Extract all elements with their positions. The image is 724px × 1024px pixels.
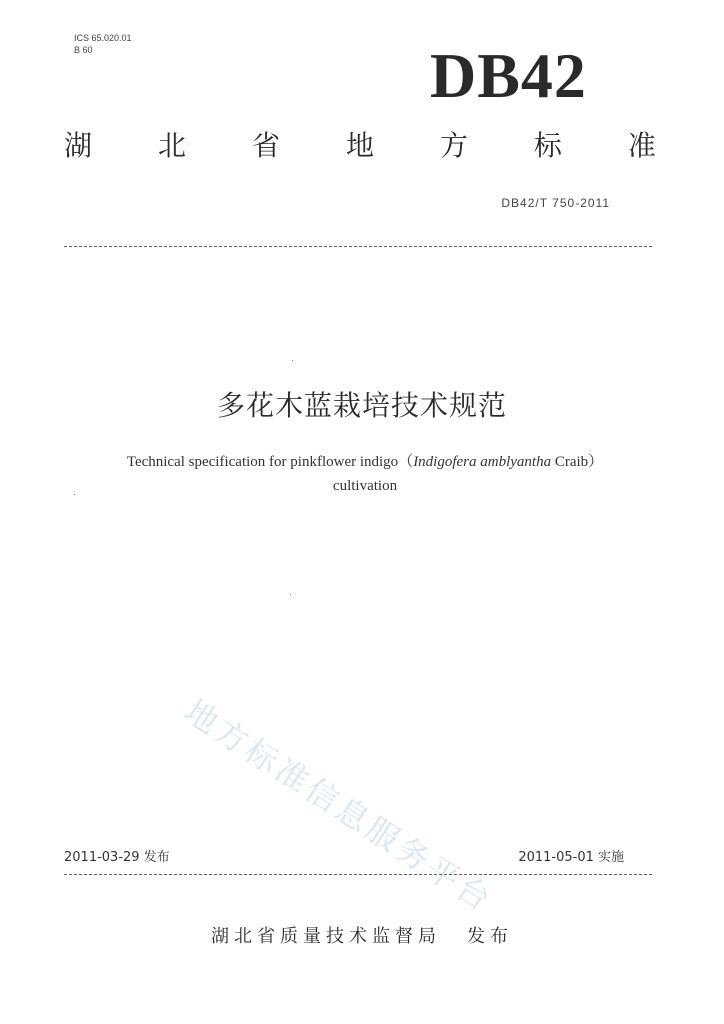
issuer-name: 湖北省质量技术监督局 <box>211 926 441 947</box>
watermark: 地方标准信息服务平台 <box>177 692 501 921</box>
standard-type-char: 地 <box>345 129 374 162</box>
scan-speck <box>290 594 291 595</box>
species-name: Indigofera amblyantha <box>413 454 552 470</box>
chinese-title: 多花木蓝栽培技术规范 <box>216 389 507 422</box>
footer-divider <box>64 874 652 875</box>
english-title-part: Technical specification for pinkflower indigo（ <box>126 454 414 470</box>
standard-type-char: 准 <box>627 129 656 162</box>
classification-codes <box>74 32 132 56</box>
ccs-code: B 60 <box>74 45 93 55</box>
english-title-line-2: cultivation <box>332 478 398 494</box>
ics-code: ICS 65.020.01 <box>74 33 132 43</box>
english-title-part: Craib） <box>551 454 604 470</box>
issuer-line <box>0 922 724 948</box>
effective-date: 2011-05-01 实施 <box>518 850 624 865</box>
scan-speck <box>292 360 293 361</box>
db42-logo: DB42 <box>430 40 587 111</box>
standard-type-char: 方 <box>439 129 468 162</box>
standard-type-char: 标 <box>533 129 562 162</box>
header-divider <box>64 246 652 247</box>
standard-type-char: 省 <box>251 129 280 162</box>
english-title-line-1 <box>70 450 660 474</box>
english-title <box>70 450 660 498</box>
standard-type-heading <box>64 128 656 164</box>
standard-type-char: 湖 <box>64 129 93 162</box>
issue-date: 2011-03-29 发布 <box>64 850 170 865</box>
dates-row <box>64 846 624 865</box>
publish-label: 发布 <box>467 926 513 947</box>
standard-number: DB42/T 750-2011 <box>501 196 610 210</box>
standard-type-char: 北 <box>157 129 186 162</box>
